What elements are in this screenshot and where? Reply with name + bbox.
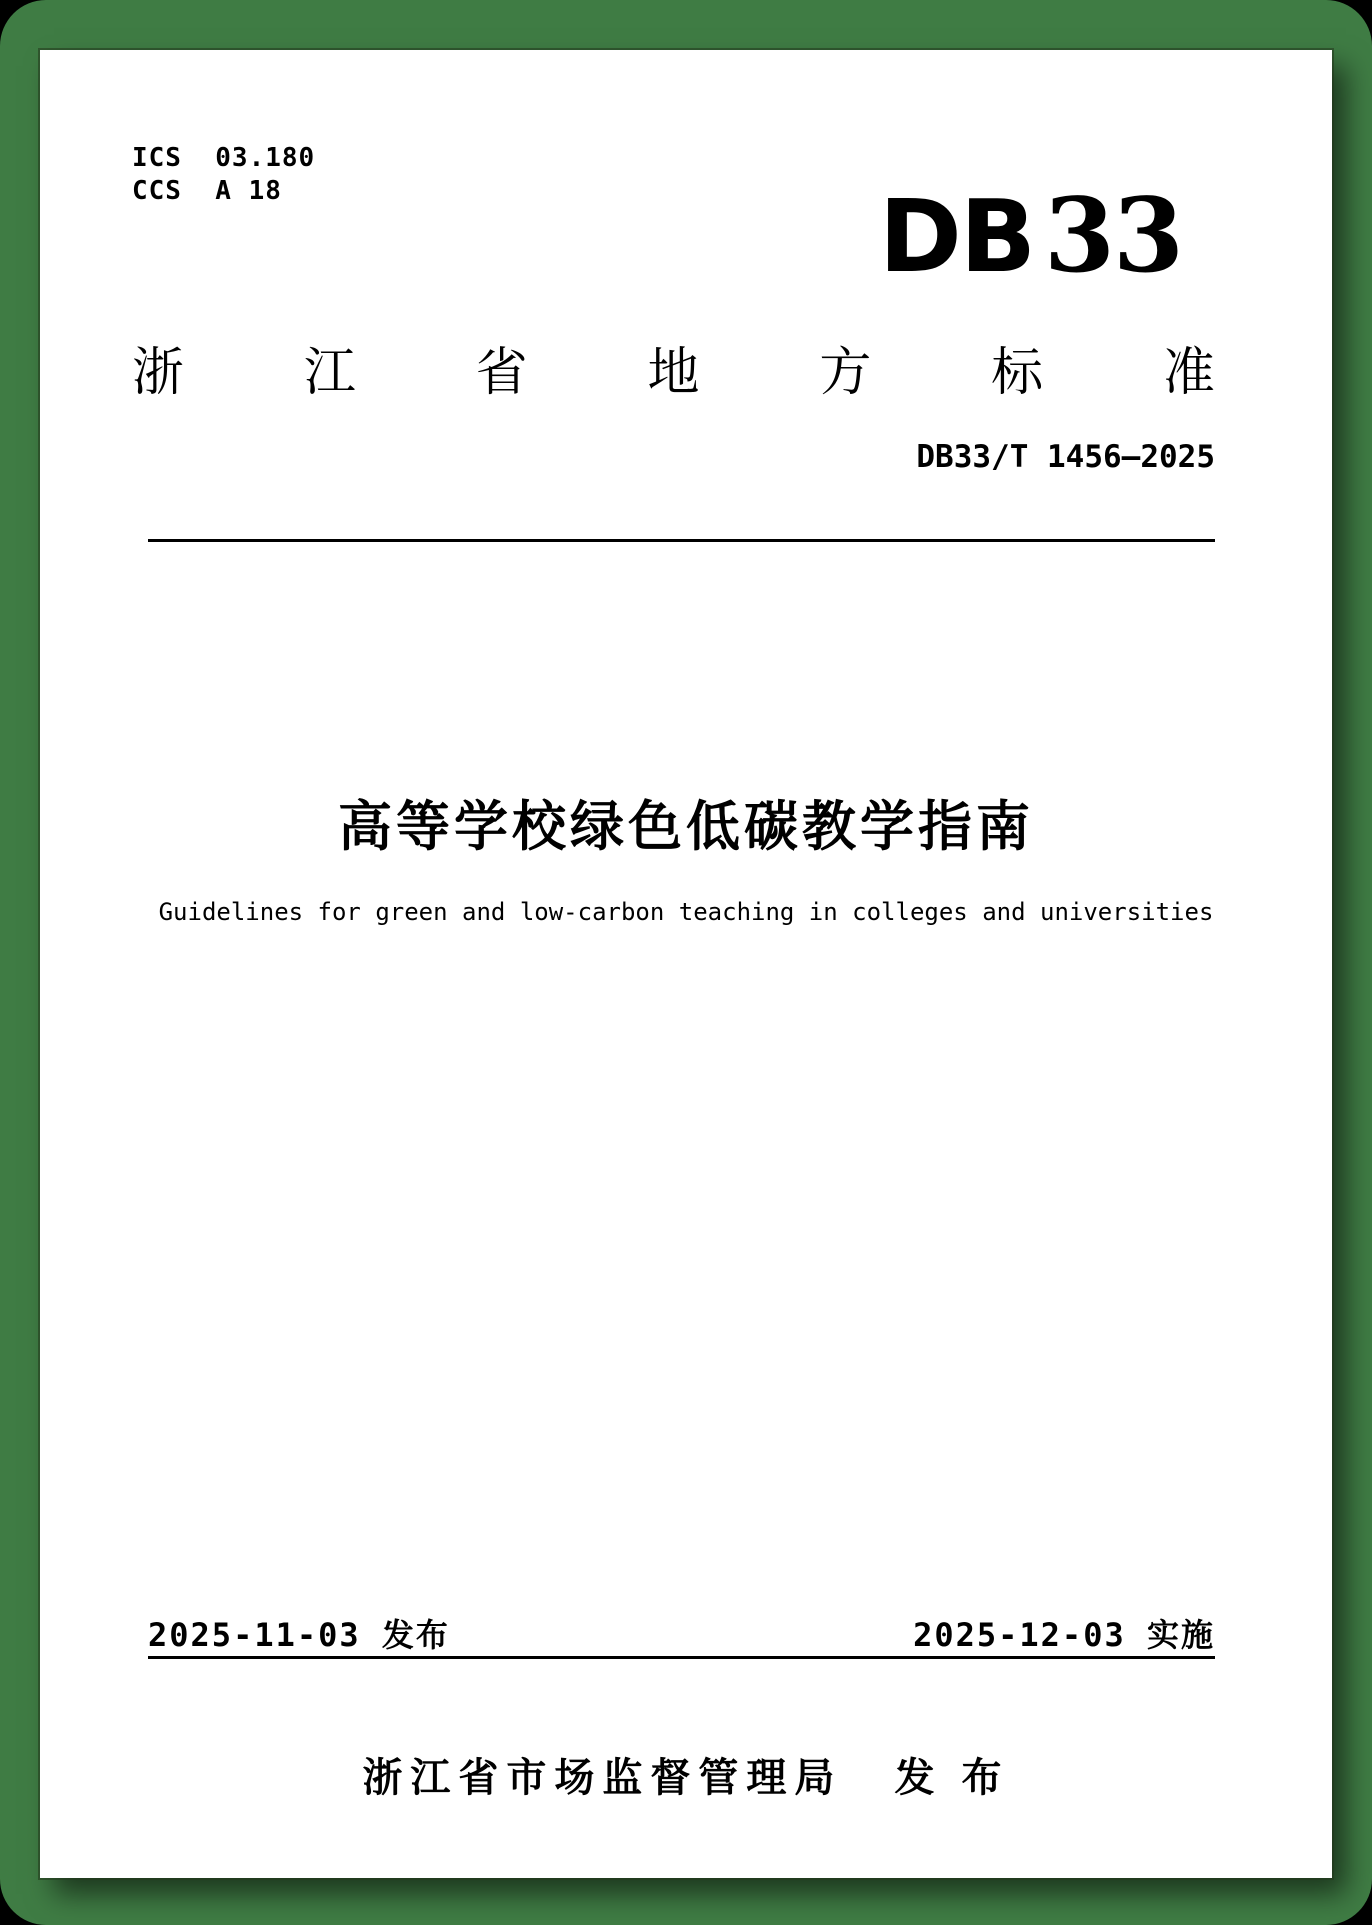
standard-type-heading: 浙江省地方标准 <box>132 344 1215 402</box>
implementation-date: 2025-12-03 实施 <box>913 1616 1215 1654</box>
footer-divider-line <box>148 1656 1215 1659</box>
publisher-action: 发 布 <box>894 1756 1010 1800</box>
db33-logo <box>878 176 1182 311</box>
ics-code: ICS 03.180 <box>132 143 316 173</box>
header-divider-line <box>148 539 1215 542</box>
standard-cover-page <box>40 50 1332 1878</box>
publisher-organization: 浙江省市场监督管理局 <box>362 1756 843 1800</box>
classification-codes <box>132 142 315 208</box>
standard-number: DB33/T 1456—2025 <box>916 439 1215 475</box>
ccs-code: CCS A 18 <box>132 176 282 206</box>
issue-date: 2025-11-03 发布 <box>148 1616 450 1654</box>
document-title-chinese: 高等学校绿色低碳教学指南 <box>338 797 1034 857</box>
publisher-row <box>40 1746 1332 1803</box>
date-row <box>148 1610 1215 1656</box>
db33-logo-number: 33 <box>1044 176 1182 296</box>
db33-logo-db: DB <box>878 178 1035 295</box>
document-title-english: Guidelines for green and low-carbon teaching in colleges and universities <box>158 898 1214 926</box>
